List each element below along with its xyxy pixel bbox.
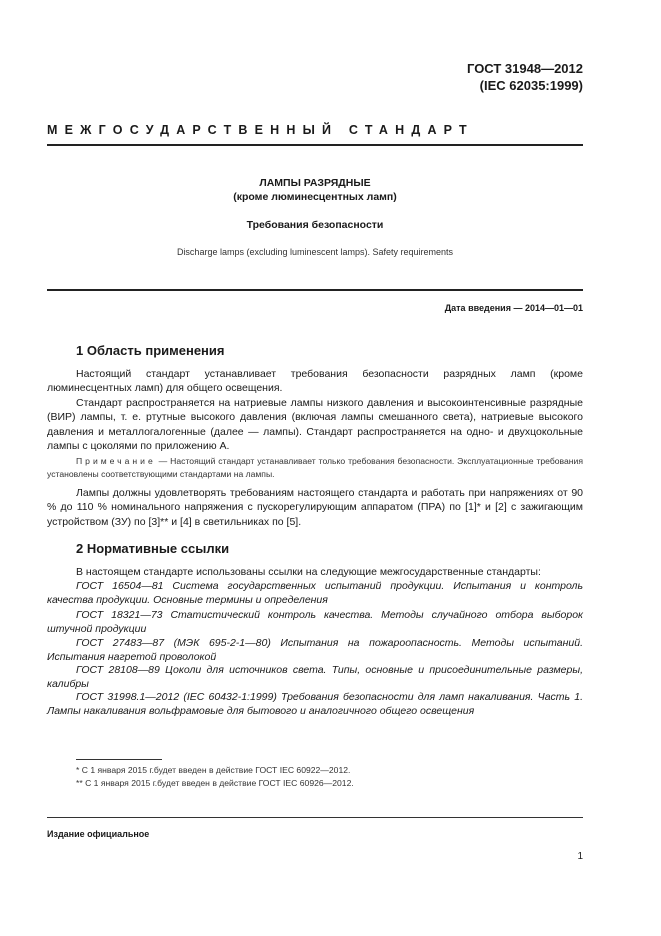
section-2-intro: В настоящем стандарте использованы ссылки на следующие межгосударственные стандарты: [76, 566, 541, 578]
title-main: ЛАМПЫ РАЗРЯДНЫЕ [259, 177, 371, 189]
introduction-date: Дата введения — 2014—01—01 [444, 303, 583, 313]
iec-reference: (IEC 62035:1999) [479, 78, 583, 93]
standard-banner: МЕЖГОСУДАРСТВЕННЫЙ СТАНДАРТ [47, 123, 474, 137]
reference-item: ГОСТ 27483—87 (МЭК 695-2-1—80) Испытания на пожароопасность. Методы испытаний. Испытания нагретой проволокой [47, 637, 583, 664]
section-1-heading: 1 Область применения [76, 343, 225, 358]
reference-item: ГОСТ 28108—89 Цоколи для источников света. Типы, основные и присоединительные размеры, калибры [47, 664, 583, 691]
document-number: ГОСТ 31948—2012 [467, 61, 583, 76]
reference-item: ГОСТ 18321—73 Статистический контроль качества. Методы случайного отбора выборок штучной продукции [47, 609, 583, 636]
section-1-paragraph-3: Лампы должны удовлетворять требованиям настоящего стандарта и работать при напряжениях от 90 % до 110 % номинального напряжения с пускорегулирующим аппаратом (ПРА) по [1]* и [2] с зажигающим устройством (ЗУ) по [3]** и [4] в светильниках по [5]. [47, 487, 583, 528]
footer-rule [47, 817, 583, 818]
official-edition-label: Издание официальное [47, 829, 150, 839]
section-1-paragraph-2: Стандарт распространяется на натриевые лампы низкого давления и высокоинтенсивные разрядные (ВИР) лампы, т. е. ртутные высокого давления (включая лампы смешанного света), натриевые высокого давления и металлогалогенные (далее — лампы). Стандарт распространяется на одно- и двухцокольные лампы с цоколями по приложению А. [47, 397, 583, 452]
title-rule [47, 289, 583, 291]
section-1-note [47, 455, 583, 481]
section-1-paragraph-1: Настоящий стандарт устанавливает требования безопасности разрядных ламп (кроме люминесцентных ламп) для общего освещения. [47, 368, 583, 395]
footnote-rule [76, 759, 162, 760]
section-2-heading: 2 Нормативные ссылки [76, 541, 230, 556]
reference-item: ГОСТ 16504—81 Система государственных испытаний продукции. Испытания и контроль качества продукции. Основные термины и определения [47, 580, 583, 607]
footnote-2: ** С 1 января 2015 г.будет введен в действие ГОСТ IEC 60926—2012. [76, 778, 354, 788]
note-text: — Настоящий стандарт устанавливает только требования безопасности. Эксплуатационные требования установлены соответствующими стандартами на лампы. [47, 456, 583, 479]
title-subtitle: (кроме люминесцентных ламп) [233, 191, 397, 203]
page-number: 1 [577, 851, 583, 862]
footnote-1: * С 1 января 2015 г.будет введен в действие ГОСТ IEC 60922—2012. [76, 765, 351, 775]
reference-item: ГОСТ 31998.1—2012 (IEC 60432-1:1999) Требования безопасности для ламп накаливания. Часть 1. Лампы накаливания вольфрамовые для бытового и аналогичного общего освещения [47, 691, 583, 718]
note-label: Примечание [76, 456, 156, 466]
title-requirements: Требования безопасности [246, 219, 384, 231]
title-english: Discharge lamps (excluding luminescent lamps). Safety requirements [176, 247, 454, 257]
header-rule [47, 144, 583, 146]
